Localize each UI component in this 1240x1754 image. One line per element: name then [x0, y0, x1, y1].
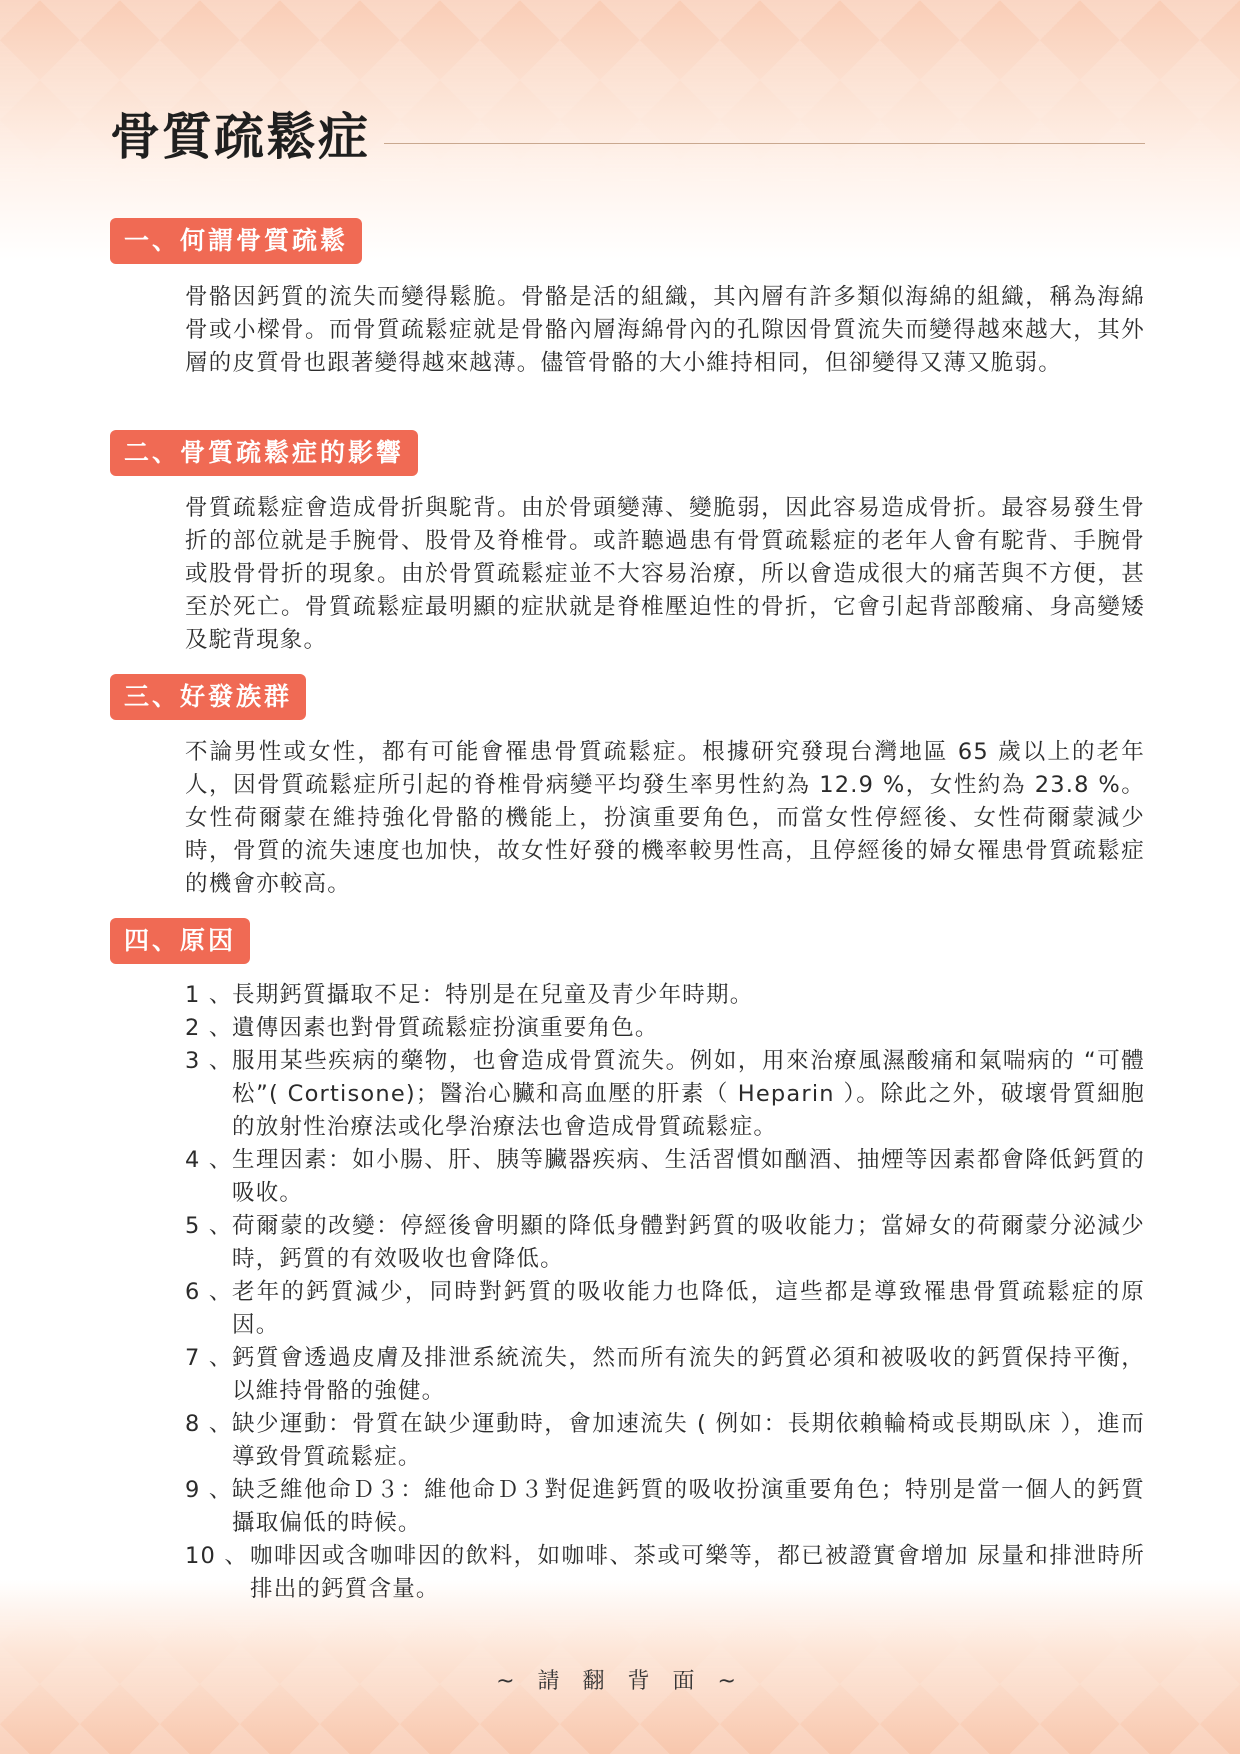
list-item: [185, 1474, 1145, 1540]
causes-list: [185, 979, 1145, 1606]
page-footer-note: ~ 請 翻 背 面 ~: [496, 1669, 744, 1694]
list-item-number: 8 、: [185, 1411, 233, 1437]
list-item-number: 3 、: [185, 1048, 233, 1074]
list-item-number: 10 、: [185, 1543, 249, 1569]
list-item-number: 4 、: [185, 1147, 233, 1173]
list-item-number: 1 、: [185, 982, 233, 1008]
list-item-text: 遺傳因素也對骨質疏鬆症扮演重要角色。: [232, 1015, 659, 1041]
section-body-effects: 骨質疏鬆症會造成骨折與駝背。由於骨頭變薄、變脆弱，因此容易造成骨折。最容易發生骨折的部位就是手腕骨、股骨及脊椎骨。或許聽過患有骨質疏鬆症的老年人會有駝背、手腕骨或股骨骨折的現象。由於骨質疏鬆症並不大容易治療，所以會造成很大的痛苦與不方便，甚至於死亡。骨質疏鬆症最明顯的症狀就是脊椎壓迫性的骨折，它會引起背部酸痛、身高變矮及駝背現象。: [185, 495, 1145, 653]
list-item: [185, 1276, 1145, 1342]
list-item-number: 6 、: [185, 1279, 233, 1305]
list-item-text: 荷爾蒙的改變：停經後會明顯的降低身體對鈣質的吸收能力；當婦女的荷爾蒙分泌減少時，鈣質的有效吸收也會降低。: [232, 1213, 1145, 1272]
list-item-number: 7 、: [185, 1345, 233, 1371]
list-item: [185, 1342, 1145, 1408]
section-heading-definition: 一、何謂骨質疏鬆: [110, 218, 362, 264]
list-item-text: 缺乏維他命Ｄ３：維他命Ｄ３對促進鈣質的吸收扮演重要角色；特別是當一個人的鈣質攝取偏低的時候。: [232, 1477, 1145, 1536]
list-item: [185, 1045, 1145, 1144]
list-item: [185, 1408, 1145, 1474]
list-item-text: 生理因素：如小腸、肝、胰等臟器疾病、生活習慣如酗酒、抽煙等因素都會降低鈣質的吸收。: [232, 1147, 1145, 1206]
list-item-text: 長期鈣質攝取不足：特別是在兒童及青少年時期。: [232, 982, 754, 1008]
list-item: [185, 1144, 1145, 1210]
list-item-number: 5 、: [185, 1213, 233, 1239]
section-body-definition: 骨骼因鈣質的流失而變得鬆脆。骨骼是活的組織，其內層有許多類似海綿的組織，稱為海綿骨或小樑骨。而骨質疏鬆症就是骨骼內層海綿骨內的孔隙因骨質流失而變得越來越大，其外層的皮質骨也跟著變得越來越薄。儘管骨骼的大小維持相同，但卻變得又薄又脆弱。: [185, 284, 1145, 376]
list-item: [185, 979, 1145, 1012]
list-item-text: 缺少運動：骨質在缺少運動時，會加速流失 ( 例如：長期依賴輪椅或長期臥床 ），進而導致骨質疏鬆症。: [232, 1411, 1145, 1470]
section-heading-risk-groups: 三、好發族群: [110, 674, 306, 720]
list-item-number: 9 、: [185, 1477, 233, 1503]
page-title: 骨質疏鬆症: [110, 108, 370, 166]
section-heading-effects: 二、骨質疏鬆症的影響: [110, 430, 418, 476]
list-item-number: 2 、: [185, 1015, 233, 1041]
list-item-text: 咖啡因或含咖啡因的飲料，如咖啡、茶或可樂等，都已被證實會增加 尿量和排泄時所排出的鈣質含量。: [250, 1543, 1145, 1602]
list-item: [185, 1540, 1145, 1606]
list-item: [185, 1210, 1145, 1276]
title-divider: [384, 143, 1145, 144]
list-item-text: 鈣質會透過皮膚及排泄系統流失，然而所有流失的鈣質必須和被吸收的鈣質保持平衡，以維持骨骼的強健。: [232, 1345, 1145, 1404]
list-item: [185, 1012, 1145, 1045]
section-heading-causes: 四、原因: [110, 918, 250, 964]
section-body-risk-groups: 不論男性或女性，都有可能會罹患骨質疏鬆症。根據研究發現台灣地區 65 歲以上的老年人，因骨質疏鬆症所引起的脊椎骨病變平均發生率男性約為 12.9 %，女性約為 23.8 %。女性荷爾蒙在維持強化骨骼的機能上，扮演重要角色，而當女性停經後、女性荷爾蒙減少時，骨質的流失速度也加快，故女性好發的機率較男性高，且停經後的婦女罹患骨質疏鬆症的機會亦較高。: [185, 739, 1145, 897]
list-item-text: 老年的鈣質減少，同時對鈣質的吸收能力也降低，這些都是導致罹患骨質疏鬆症的原因。: [232, 1279, 1145, 1338]
list-item-text: 服用某些疾病的藥物，也會造成骨質流失。例如，用來治療風濕酸痛和氣喘病的 “可體松”( Cortisone)；醫治心臟和高血壓的肝素（ Heparin ）。除此之外，破壞骨質細胞的放射性治療法或化學治療法也會造成骨質疏鬆症。: [232, 1048, 1145, 1140]
title-row: [110, 102, 1145, 172]
